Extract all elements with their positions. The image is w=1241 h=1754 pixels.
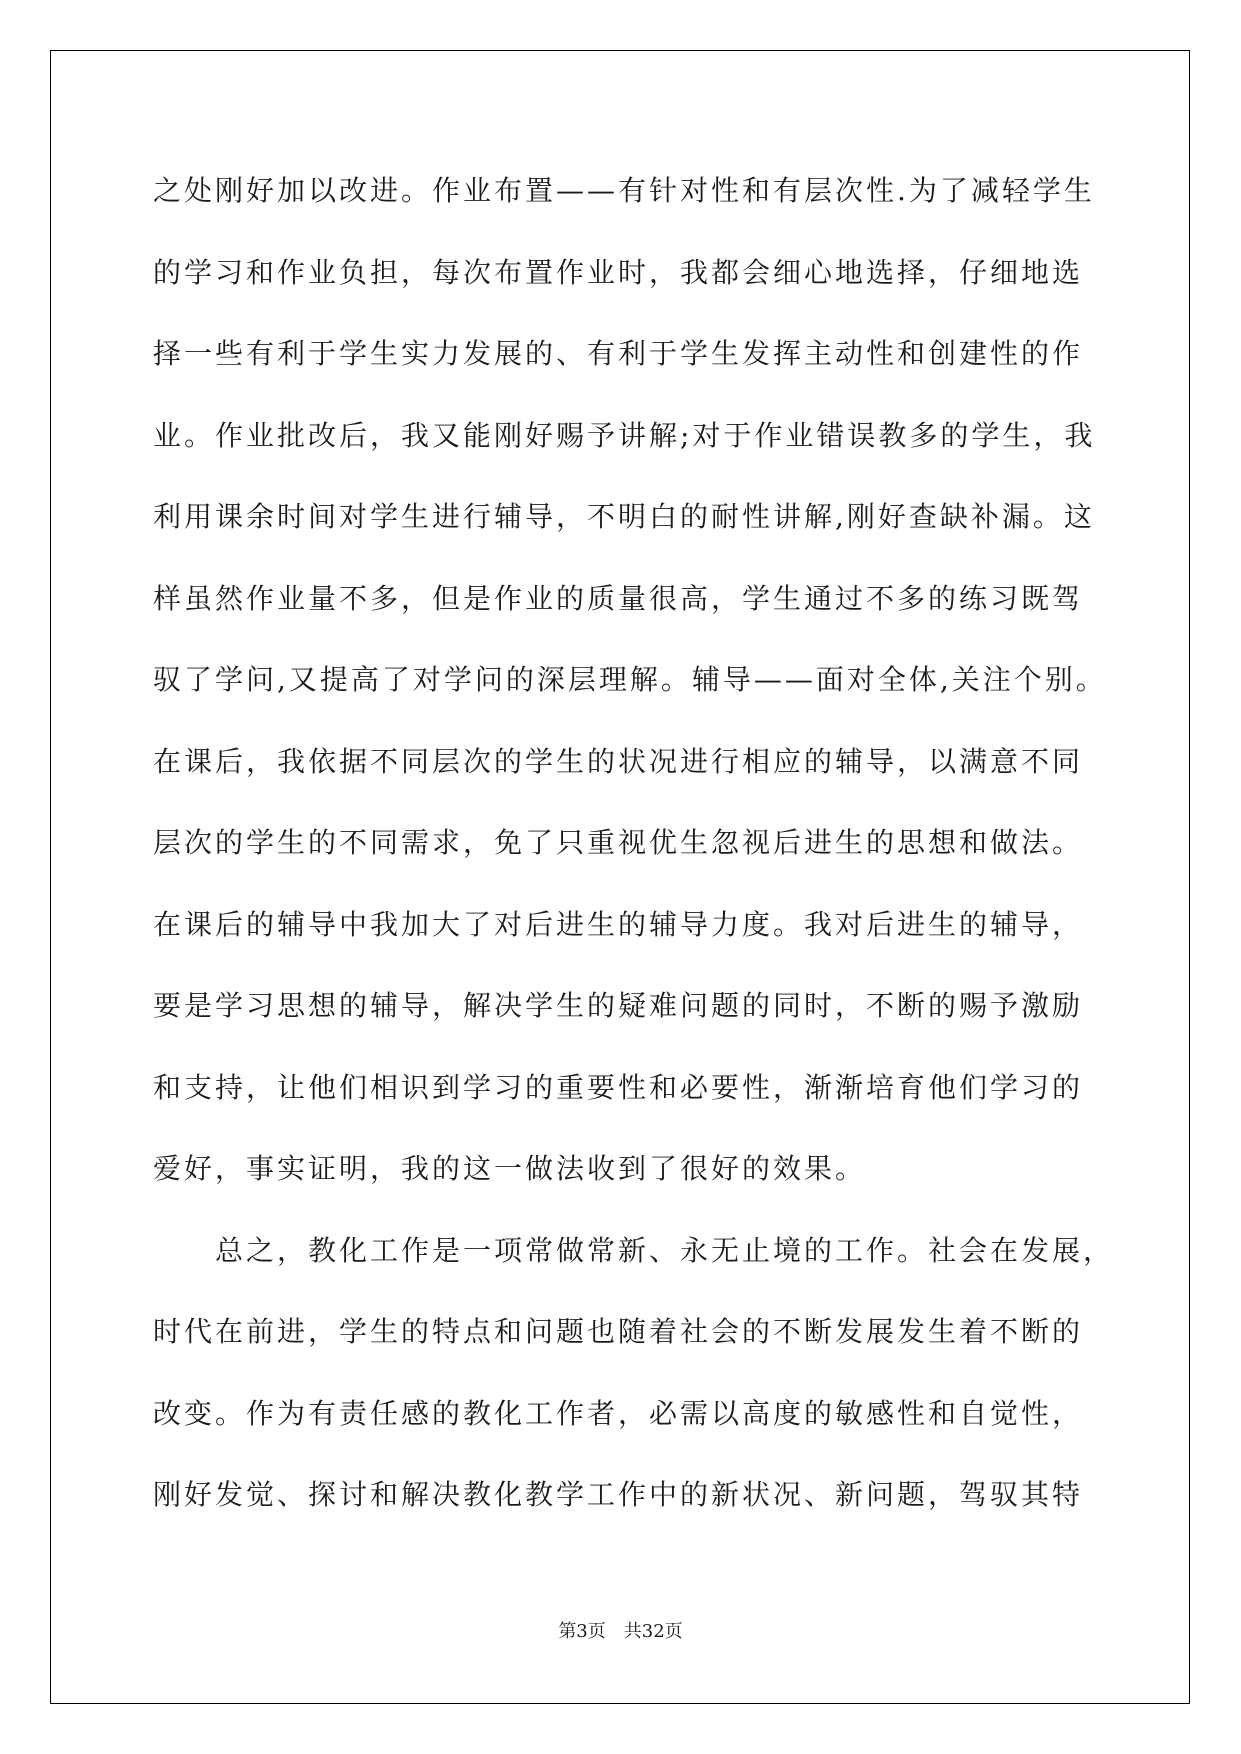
text-line: 时代在前进，学生的特点和问题也随着社会的不断发展发生着不断的 [153,1315,1084,1348]
text-line: 层次的学生的不同需求，免了只重视优生忽视后进生的思想和做法。 [153,826,1084,859]
text-line: 驭了学问,又提高了对学问的深层理解。辅导——面对全体,关注个别。 [153,663,1107,696]
text-line: 样虽然作业量不多，但是作业的质量很高，学生通过不多的练习既驾 [153,581,1084,615]
text-line: 刚好发觉、探讨和解决教化教学工作中的新状况、新问题，驾驭其特 [153,1478,1084,1511]
text-line: 和支持，让他们相识到学习的重要性和必要性，渐渐培育他们学习的 [153,1070,1084,1104]
text-line: 总之，教化工作是一项常做常新、永无止境的工作。社会在发展， [153,1233,1115,1267]
text-line: 要是学习思想的辅导，解决学生的疑难问题的同时，不断的赐予激励 [153,989,1084,1022]
text-line: 利用课余时间对学生进行辅导，不明白的耐性讲解,刚好查缺补漏。这 [153,500,1095,533]
text-line: 在课后的辅导中我加大了对后进生的辅导力度。我对后进生的辅导， [153,907,1084,941]
text-line: 的学习和作业负担，每次布置作业时，我都会细心地选择，仔细地选 [153,255,1084,289]
text-line: 在课后，我依据不同层次的学生的状况进行相应的辅导，以满意不同 [153,744,1084,778]
text-line: 业。作业批改后，我又能刚好赐予讲解;对于作业错误教多的学生，我 [153,418,1096,452]
text-line: 之处刚好加以改进。作业布置——有针对性和有层次性.为了减轻学生 [153,174,1095,207]
text-line: 改变。作为有责任感的教化工作者，必需以高度的敏感性和自觉性， [153,1396,1084,1430]
text-line: 爱好，事实证明，我的这一做法收到了很好的效果。 [153,1152,867,1185]
document-body [153,150,1113,1536]
text-line: 择一些有利于学生实力发展的、有利于学生发挥主动性和创建性的作 [153,337,1084,370]
page-number-footer: 第3页 共32页 [558,1621,683,1642]
